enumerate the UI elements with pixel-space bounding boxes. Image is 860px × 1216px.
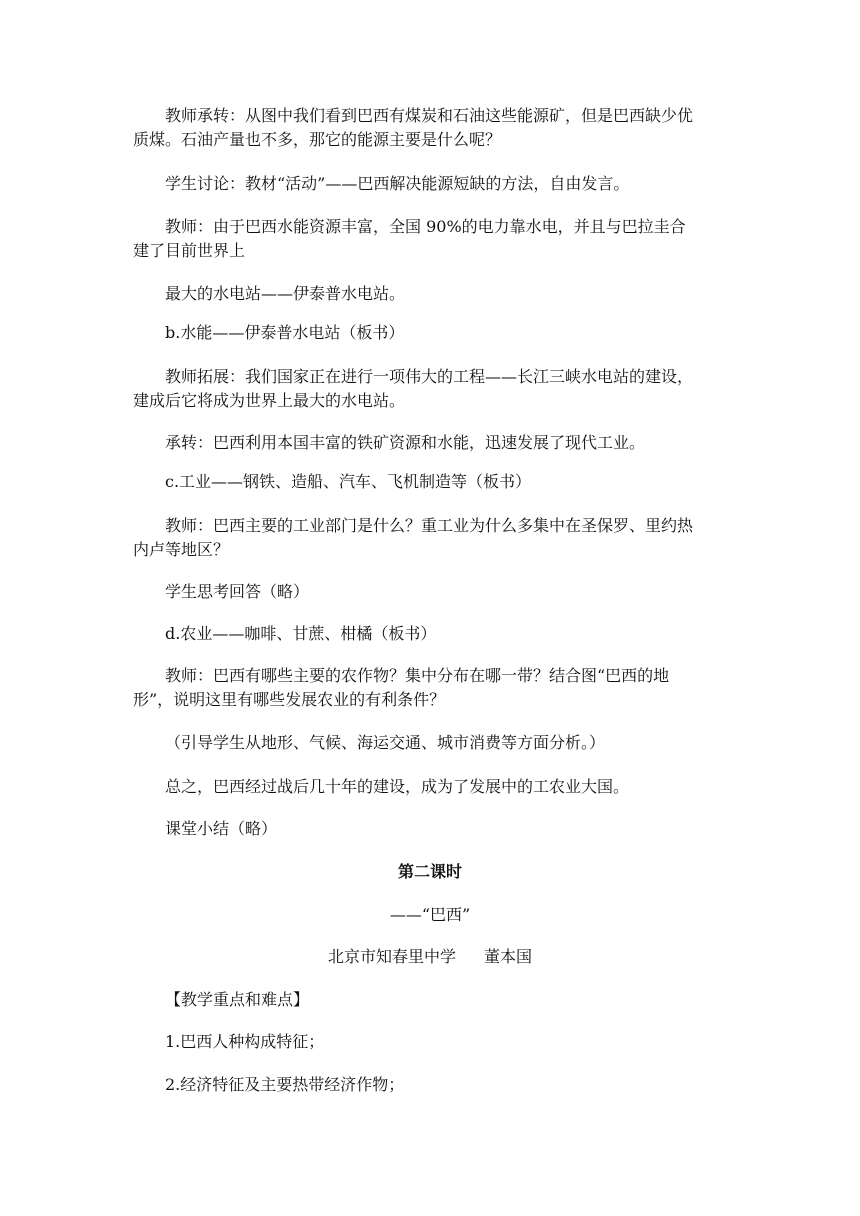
lesson-subtitle: ——“巴西” [389,905,471,924]
section-heading: 【教学重点和难点】 [165,990,310,1009]
author-school: 北京市知春里中学 [327,947,456,966]
paragraph-line: d.农业——咖啡、甘蔗、柑橘（板书） [165,624,437,643]
paragraph-line: 教师：巴西有哪些主要的农作物？集中分布在哪一带？结合图“巴西的地 [165,666,670,685]
paragraph-line: 教师：巴西主要的工业部门是什么？重工业为什么多集中在圣保罗、里约热 [165,516,694,535]
author-line [0,945,860,969]
paragraph-line: 承转：巴西利用本国丰富的铁矿资源和水能，迅速发展了现代工业。 [165,433,646,452]
paragraph-line: 学生思考回答（略） [165,582,310,601]
paragraph-line: b.水能——伊泰普水电站（板书） [165,323,405,342]
paragraph-line: （引导学生从地形、气候、海运交通、城市消费等方面分析。） [165,733,606,752]
paragraph-line: 学生讨论：教材“活动”——巴西解决能源短缺的方法，自由发言。 [165,174,630,193]
paragraph-line: 课堂小结（略） [165,819,278,838]
paragraph-line: 教师承转：从图中我们看到巴西有煤炭和石油这些能源矿，但是巴西缺少优 [165,106,694,125]
paragraph-line: c.工业——钢铁、造船、汽车、飞机制造等（板书） [165,472,532,491]
paragraph-line: 总之，巴西经过战后几十年的建设，成为了发展中的工农业大国。 [165,777,630,796]
paragraph-line: 教师拓展：我们国家正在进行一项伟大的工程——长江三峡水电站的建设， [165,367,694,386]
paragraph-line: 建了目前世界上 [133,241,246,260]
paragraph-line: 最大的水电站——伊泰普水电站。 [165,284,406,303]
lesson-title: 第二课时 [397,862,462,881]
author-name: 董本国 [484,947,533,966]
paragraph-line: 形”，说明这里有哪些发展农业的有利条件？ [133,690,446,709]
paragraph-line: 质煤。石油产量也不多，那它的能源主要是什么呢？ [133,130,502,149]
list-item: 1.巴西人种构成特征； [165,1032,325,1051]
paragraph-line: 教师：由于巴西水能资源丰富，全国 90%的电力靠水电，并且与巴拉圭合 [165,217,686,236]
list-item: 2.经济特征及主要热带经济作物； [165,1075,405,1094]
paragraph-line: 内卢等地区？ [133,540,230,559]
paragraph-line: 建成后它将成为世界上最大的水电站。 [133,391,406,410]
